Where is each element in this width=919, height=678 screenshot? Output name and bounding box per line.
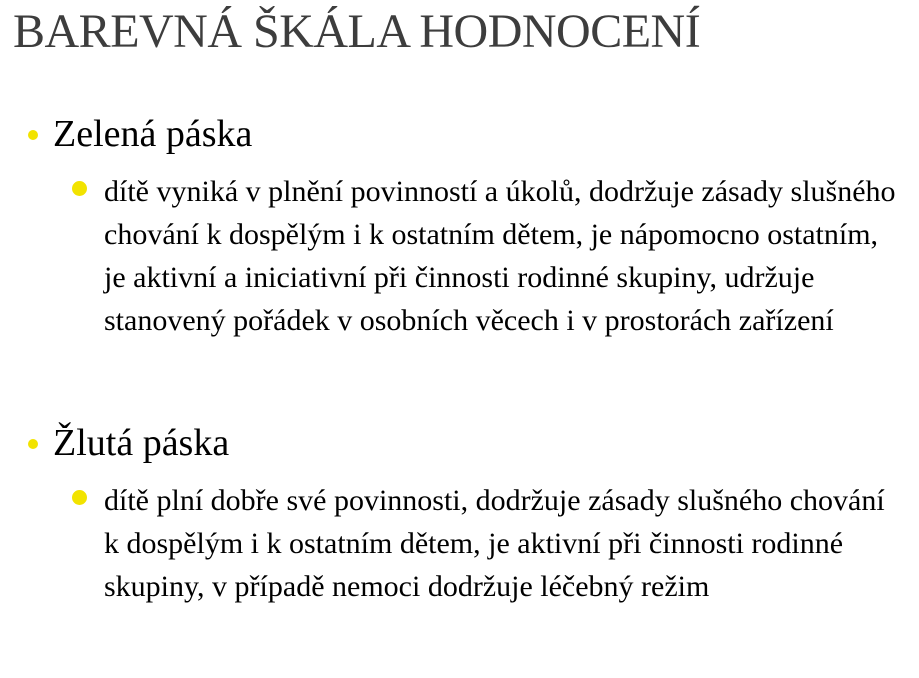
level2-bullet-row: [72, 170, 904, 342]
ring-bullet-icon: [28, 439, 38, 449]
level1-bullet-row: [28, 113, 904, 157]
section-heading: Zelená páska: [53, 113, 253, 155]
dot-bullet-icon: [72, 181, 87, 196]
section-heading: Žlutá páska: [53, 422, 230, 464]
slide-title: BAREVNÁ ŠKÁLA HODNOCENÍ: [13, 5, 701, 58]
section-body-text: dítě vyniká v plnění povinností a úkolů, dodržuje zásady slušného chování k dospělým i k ostatním dětem, je nápomocno ostatním, je aktivní a iniciativní při činnosti rodinné skupiny, udržuje stanovený pořádek v osobních věcech i v prostorách zařízení: [104, 174, 896, 337]
section-body-text: dítě plní dobře své povinnosti, dodržuje zásady slušného chování k dospělým i k ostatním dětem, je aktivní při činnosti rodinné skupiny, v případě nemoci dodržuje léčebný režim: [104, 483, 885, 603]
bullet-group-yellow-ribbon: [28, 422, 904, 608]
level1-bullet-row: [28, 422, 904, 466]
bullet-group-green-ribbon: [28, 113, 904, 342]
level2-bullet-row: [72, 479, 904, 608]
dot-bullet-icon: [72, 490, 87, 505]
ring-bullet-icon: [28, 130, 38, 140]
